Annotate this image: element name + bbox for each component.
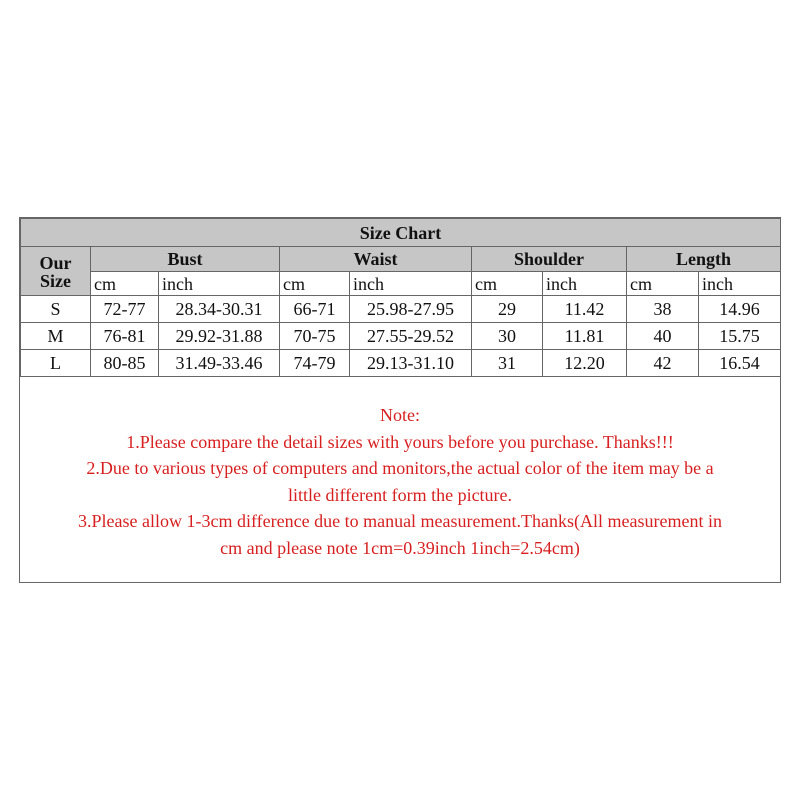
- table-cell: 11.42: [543, 296, 627, 323]
- our-size-header-top: Our: [21, 247, 91, 272]
- table-cell: 72-77: [91, 296, 159, 323]
- unit-label: inch: [159, 272, 280, 296]
- table-cell: 28.34-30.31: [159, 296, 280, 323]
- chart-title: Size Chart: [21, 219, 781, 247]
- table-cell: 30: [472, 323, 543, 350]
- table-cell: 12.20: [543, 350, 627, 377]
- unit-label: inch: [543, 272, 627, 296]
- table-row: [21, 323, 781, 350]
- our-size-header-bottom: Size: [21, 272, 91, 296]
- size-label: S: [21, 296, 91, 323]
- table-cell: 80-85: [91, 350, 159, 377]
- table-cell: 16.54: [699, 350, 781, 377]
- waist-header: Waist: [280, 247, 472, 272]
- table-cell: 31.49-33.46: [159, 350, 280, 377]
- table-row: [21, 350, 781, 377]
- table-cell: 74-79: [280, 350, 350, 377]
- table-cell: 42: [627, 350, 699, 377]
- table-cell: 27.55-29.52: [350, 323, 472, 350]
- table-cell: 15.75: [699, 323, 781, 350]
- size-label: M: [21, 323, 91, 350]
- table-cell: 11.81: [543, 323, 627, 350]
- table-cell: 29.92-31.88: [159, 323, 280, 350]
- table-cell: 31: [472, 350, 543, 377]
- length-header: Length: [627, 247, 781, 272]
- size-label: L: [21, 350, 91, 377]
- note-line: little different form the picture.: [287, 484, 513, 505]
- note-line: 2.Due to various types of computers and monitors,the actual color of the item may be a: [86, 458, 714, 478]
- unit-label: inch: [350, 272, 472, 296]
- unit-label: cm: [91, 272, 159, 296]
- unit-label: cm: [280, 272, 350, 296]
- table-cell: 40: [627, 323, 699, 350]
- table-cell: 25.98-27.95: [350, 296, 472, 323]
- size-chart: [19, 217, 781, 583]
- table-row: [21, 296, 781, 323]
- table-cell: 29.13-31.10: [350, 350, 472, 377]
- bust-header: Bust: [91, 247, 280, 272]
- shoulder-header: Shoulder: [472, 247, 627, 272]
- table-cell: 66-71: [280, 296, 350, 323]
- size-table: [20, 218, 781, 377]
- note-heading: Note:: [380, 405, 420, 425]
- note-section: [20, 380, 780, 582]
- table-cell: 14.96: [699, 296, 781, 323]
- unit-label: cm: [472, 272, 543, 296]
- note-line: cm and please note 1cm=0.39inch 1inch=2.54cm): [220, 537, 580, 558]
- note-line: 1.Please compare the detail sizes with yours before you purchase. Thanks!!!: [126, 431, 674, 452]
- table-cell: 29: [472, 296, 543, 323]
- unit-label: inch: [699, 272, 781, 296]
- table-cell: 76-81: [91, 323, 159, 350]
- table-cell: 38: [627, 296, 699, 323]
- unit-label: cm: [627, 272, 699, 296]
- table-cell: 70-75: [280, 323, 350, 350]
- note-line: 3.Please allow 1-3cm difference due to manual measurement.Thanks(All measurement in: [78, 511, 722, 531]
